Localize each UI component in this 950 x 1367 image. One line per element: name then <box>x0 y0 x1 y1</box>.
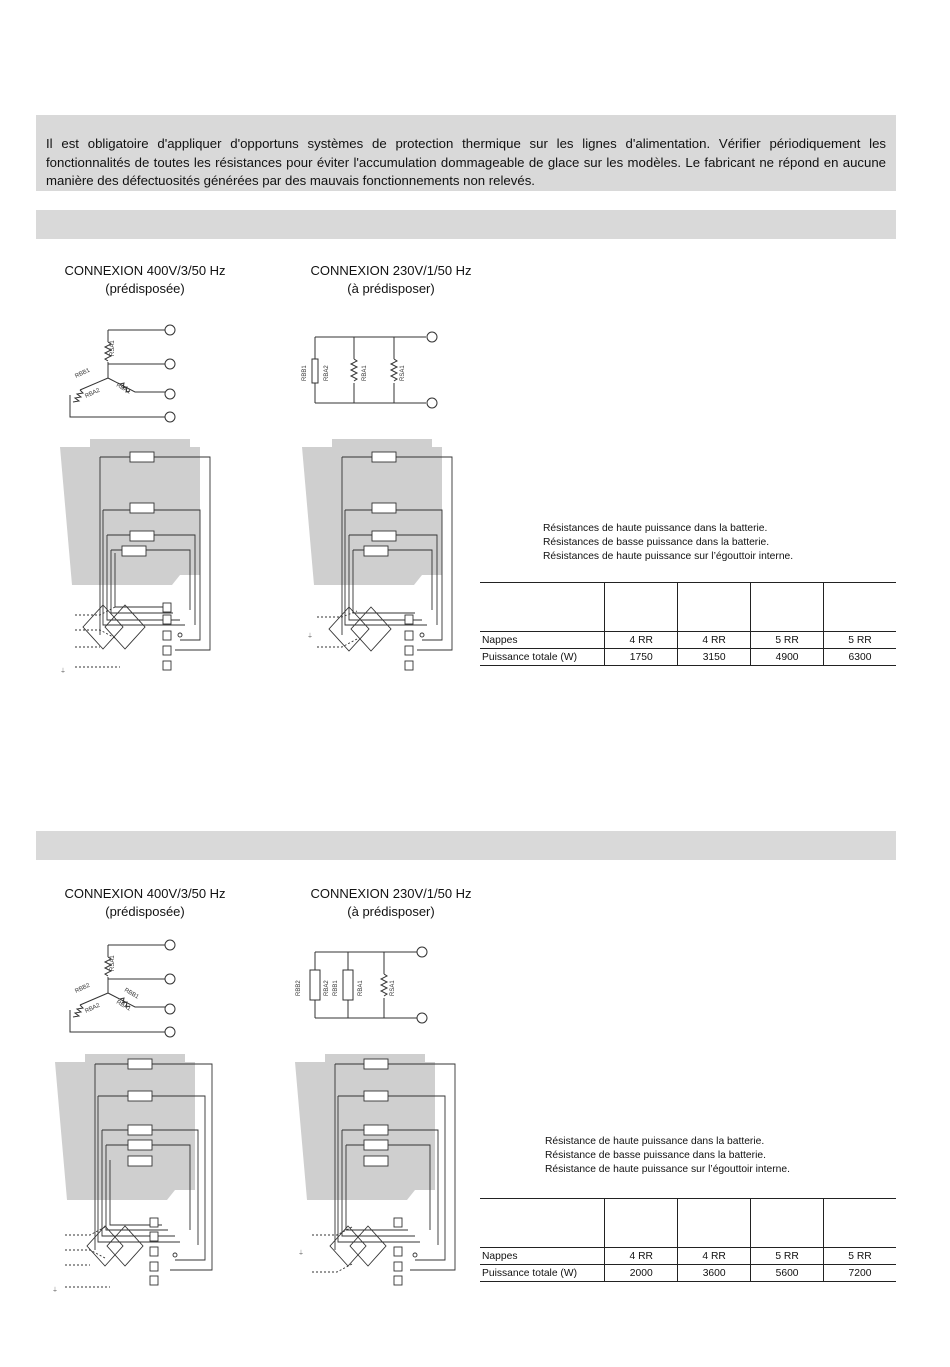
svg-text:RBB1: RBB1 <box>302 365 308 381</box>
table-header-row <box>480 1199 896 1248</box>
legend-item: Résistance de haute puissance sur l’égouttoir interne. <box>545 1164 790 1176</box>
svg-text:RSA1: RSA1 <box>390 980 396 996</box>
conn400-title-1: CONNEXION 400V/3/50 Hz (prédisposée) <box>64 263 226 296</box>
svg-text:RBA2: RBA2 <box>84 387 102 400</box>
conn230-title-2: CONNEXION 230V/1/50 Hz (à prédisposer) <box>310 886 472 919</box>
star-label: RSA1 <box>110 340 116 356</box>
svg-text:RBB1: RBB1 <box>74 367 92 380</box>
wiring-diagram-400-2 <box>50 1050 220 1300</box>
svg-text:RBA1: RBA1 <box>115 999 132 1013</box>
table-row: Puissance totale (W) 1750 3150 4900 6300 <box>480 649 896 666</box>
svg-text:⏚: ⏚ <box>60 669 67 675</box>
wiring-diagram-400-1 <box>55 435 220 680</box>
svg-text:RBB2: RBB2 <box>74 982 92 995</box>
svg-text:RBB2: RBB2 <box>296 980 302 996</box>
legend-item: Résistance de basse puissance dans la batterie. <box>545 1150 766 1162</box>
star-schematic-2 <box>60 935 190 1040</box>
svg-text:RBA1: RBA1 <box>358 980 364 996</box>
svg-text:⏚: ⏚ <box>52 1288 59 1294</box>
table-row: Puissance totale (W) 2000 3600 5600 7200 <box>480 1265 896 1282</box>
parallel-schematic-2 <box>290 940 435 1025</box>
spec-table-2 <box>480 1198 896 1282</box>
svg-text:RBA2: RBA2 <box>84 1002 102 1015</box>
conn400-title-2: CONNEXION 400V/3/50 Hz (prédisposée) <box>64 886 226 919</box>
section-band-2 <box>36 831 896 860</box>
legend-1 <box>543 522 793 565</box>
section-band-1 <box>36 210 896 239</box>
conn230-title-1: CONNEXION 230V/1/50 Hz (à prédisposer) <box>310 263 472 296</box>
svg-text:⏚: ⏚ <box>298 1251 305 1257</box>
legend-2 <box>545 1135 790 1178</box>
legend-item: Résistances de haute puissance dans la batterie. <box>543 523 768 534</box>
legend-item: Résistances de haute puissance sur l’égouttoir interne. <box>543 551 794 563</box>
table-row: Nappes 4 RR 4 RR 5 RR 5 RR <box>480 1248 896 1265</box>
svg-text:⏚: ⏚ <box>307 634 314 640</box>
table-header-row <box>480 583 896 632</box>
svg-text:RSA1: RSA1 <box>400 365 406 381</box>
svg-text:RBB1: RBB1 <box>123 987 140 1001</box>
legend-item: Résistance de haute puissance dans la batterie. <box>545 1136 765 1147</box>
wiring-diagram-230-2 <box>290 1050 460 1290</box>
svg-text:RBA1: RBA1 <box>362 365 368 381</box>
star-schematic-1 <box>60 320 190 425</box>
legend-item: Résistances de basse puissance dans la batterie. <box>543 537 770 549</box>
wiring-diagram-230-1 <box>297 435 462 670</box>
svg-text:RBA1: RBA1 <box>115 382 132 396</box>
svg-text:RBA2: RBA2 <box>324 980 330 996</box>
spec-table-1 <box>480 582 896 666</box>
parallel-schematic-1 <box>300 325 445 410</box>
svg-text:RBB1: RBB1 <box>333 980 339 996</box>
table-row: Nappes 4 RR 4 RR 5 RR 5 RR <box>480 632 896 649</box>
svg-text:RSA1: RSA1 <box>110 955 116 971</box>
svg-text:RBA2: RBA2 <box>324 365 330 381</box>
safety-notice: Il est obligatoire d'appliquer d'opportuns systèmes de protection thermique sur les lignes d'alimentation. Vérifier périodiquement les fonctionnalités de toutes les résistances pour éviter l'accumulation dommageable de glace sur les modèles. Le fabricant ne répond en aucune manière des défectuosités générées par des mauvais fonctionnements non relevés. <box>36 115 896 191</box>
